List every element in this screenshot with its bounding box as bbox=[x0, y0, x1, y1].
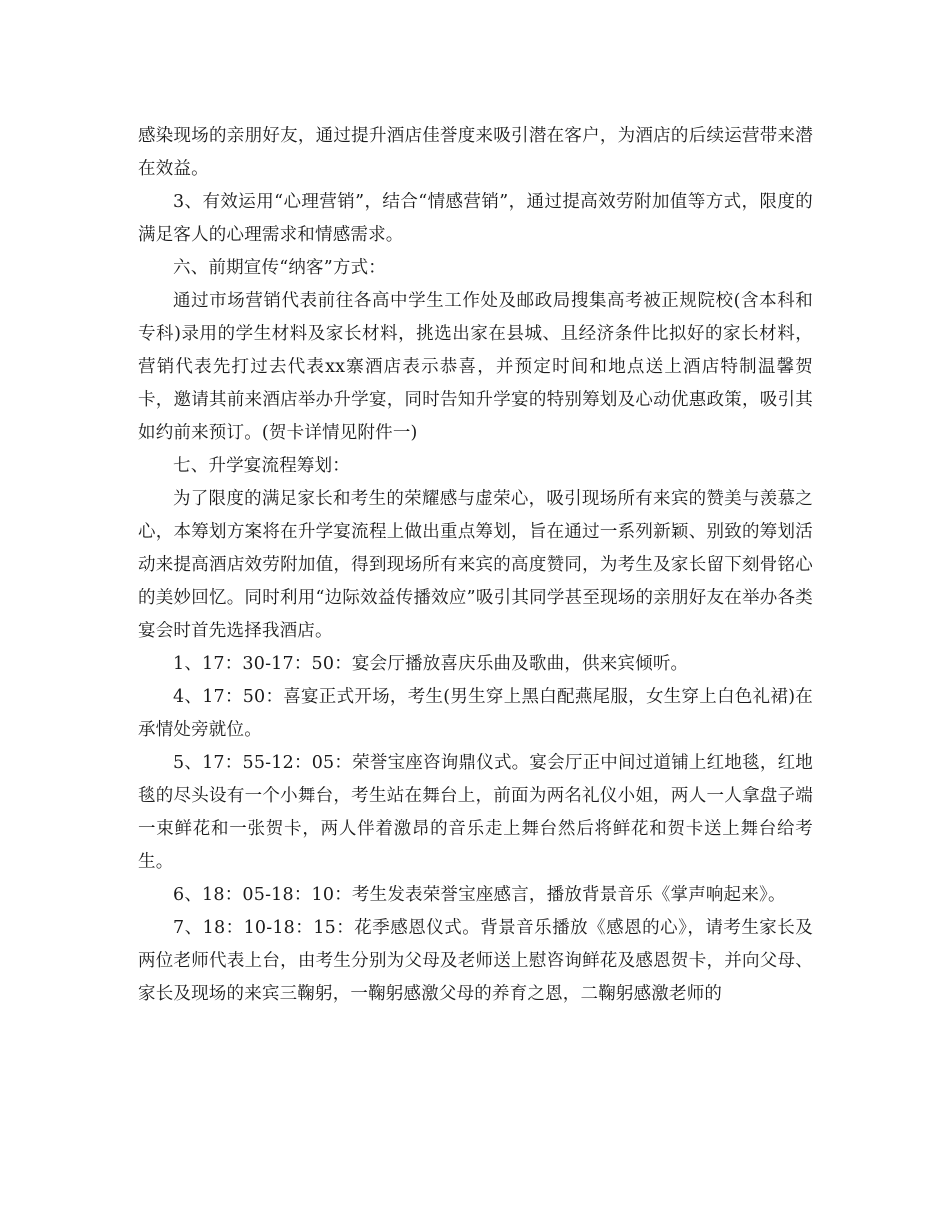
paragraph: 1、17：30-17：50：宴会厅播放喜庆乐曲及歌曲，供来宾倾听。 bbox=[173, 654, 689, 674]
document-body bbox=[138, 120, 813, 1011]
section-heading: 七、升学宴流程筹划： bbox=[173, 456, 350, 476]
paragraph: 4、17：50：喜宴正式开场，考生(男生穿上黑白配燕尾服，女生穿上白色礼裙)在承情处旁就位。 bbox=[138, 687, 813, 740]
paragraph: 通过市场营销代表前往各高中学生工作处及邮政局搜集高考被正规院校(含本科和专科)录用的学生材料及家长材料，挑选出家在县城、且经济条件比拟好的家长材料，营销代表先打过去代表xx寨酒店表示恭喜，并预定时间和地点送上酒店特制温馨贺卡，邀请其前来酒店举办升学宴，同时告知升学宴的特别筹划及心动优惠政策，吸引其如约前来预订。(贺卡详情见附件一) bbox=[138, 291, 813, 443]
paragraph: 感染现场的亲朋好友，通过提升酒店佳誉度来吸引潜在客户，为酒店的后续运营带来潜在效益。 bbox=[138, 126, 813, 179]
paragraph: 3、有效运用“心理营销”，结合“情感营销”，通过提高效劳附加值等方式，限度的满足客人的心理需求和情感需求。 bbox=[138, 192, 813, 245]
section-heading: 六、前期宣传“纳客”方式： bbox=[173, 258, 386, 278]
paragraph: 7、18：10-18：15：花季感恩仪式。背景音乐播放《感恩的心》，请考生家长及两位老师代表上台，由考生分别为父母及老师送上慰咨询鲜花及感恩贺卡，并向父母、家长及现场的来宾三鞠躬，一鞠躬感激父母的养育之恩，二鞠躬感激老师的 bbox=[138, 918, 813, 1004]
paragraph: 6、18：05-18：10：考生发表荣誉宝座感言，播放背景音乐《掌声响起来》。 bbox=[173, 885, 786, 905]
paragraph: 5、17：55-12：05：荣誉宝座咨询鼎仪式。宴会厅正中间过道铺上红地毯，红地毯的尽头设有一个小舞台，考生站在舞台上，前面为两名礼仪小姐，两人一人拿盘子端一束鲜花和一张贺卡，两人伴着激昂的音乐走上舞台然后将鲜花和贺卡送上舞台给考生。 bbox=[138, 753, 813, 872]
paragraph: 为了限度的满足家长和考生的荣耀感与虚荣心，吸引现场所有来宾的赞美与羡慕之心，本筹划方案将在升学宴流程上做出重点筹划，旨在通过一系列新颖、别致的筹划活动来提高酒店效劳附加值，得到现场所有来宾的高度赞同，为考生及家长留下刻骨铭心的美妙回忆。同时利用“边际效益传播效应”吸引其同学甚至现场的亲朋好友在举办各类宴会时首先选择我酒店。 bbox=[138, 489, 813, 641]
